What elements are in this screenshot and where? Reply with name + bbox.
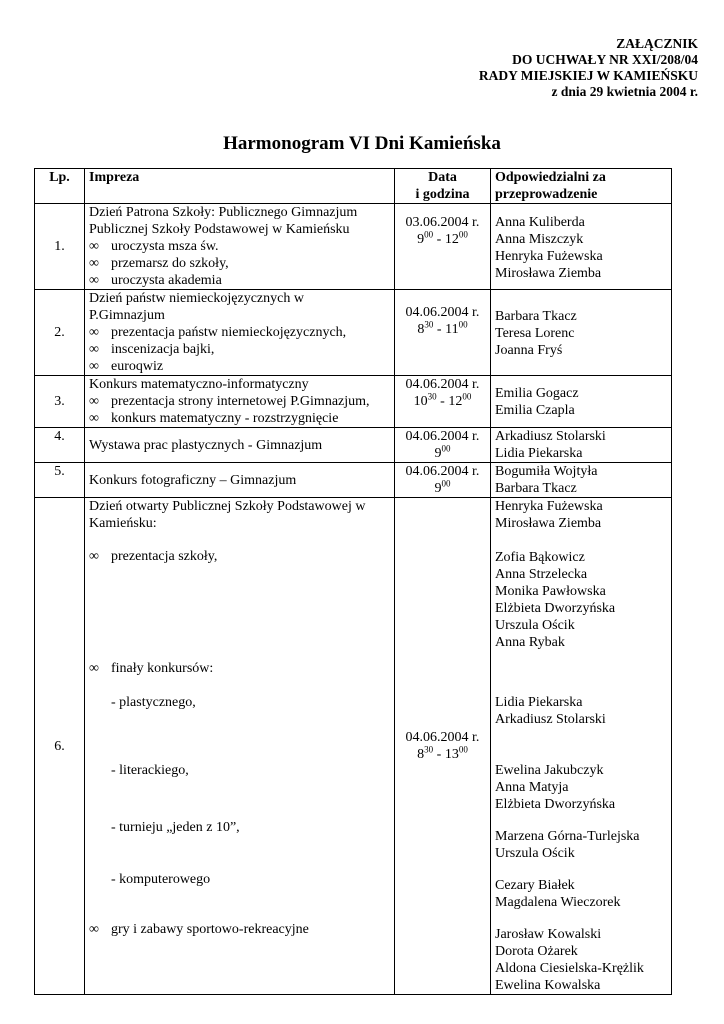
responsible-cell: Anna Kuliberda Anna Miszczyk Henryka Fużewska Mirosława Ziemba — [491, 204, 672, 290]
table-row — [35, 428, 672, 463]
header-line: ZAŁĄCZNIK — [616, 36, 698, 51]
responsible-cell: Henryka Fużewska Mirosława Ziemba Zofia Bąkowicz Anna Strzelecka Monika Pawłowska Elżbieta Dworzyńska Urszula Ościk Anna Rybak Lidia Piekarska Arkadiusz Stolarski Ewelina Jakubczyk Anna Matyja Elżbieta Dworzyńska Marzena Górna-Turlejska Urszula Ościk Cezary Białek Magdalena Wieczorek Jarosław Kowalski Dorota Ożarek Aldona Ciesielska-Krężlik Ewelina Kowalska — [491, 498, 672, 995]
infinity-bullet-icon: ∞ — [89, 411, 99, 426]
sub-item: - komputerowego — [111, 872, 211, 887]
date-cell: 04.06.2004 r. $9^{00}$ — [395, 428, 491, 463]
responsible-cell: Bogumiła Wojtyła Barbara Tkacz — [491, 463, 672, 498]
list-item: ∞ prezentacja szkoły, — [89, 549, 218, 564]
infinity-bullet-icon: ∞ — [89, 256, 99, 271]
list-item: ∞ prezentacja państw niemieckojęzycznych, — [89, 325, 347, 340]
table-row — [35, 290, 672, 376]
sub-item: - plastycznego, — [111, 695, 196, 710]
col-header-impreza: Impreza — [85, 169, 395, 204]
infinity-bullet-icon: ∞ — [89, 394, 99, 409]
infinity-bullet-icon: ∞ — [89, 549, 99, 564]
event-cell: Wystawa prac plastycznych - Gimnazjum — [85, 428, 395, 463]
row-number: 1. — [35, 204, 85, 290]
event-cell: Dzień otwarty Publicznej Szkoły Podstawowej w Kamieńsku: ∞ prezentacja szkoły, ∞ finały konkursów: - plastycznego, - literackiego, - turnieju „jeden z 10”, - komputerowego ∞ gry i zabawy sportowo-rekreacyjne — [85, 498, 395, 995]
header-line: DO UCHWAŁY NR XXI/208/04 — [512, 52, 698, 67]
list-item: ∞ uroczysta akademia — [89, 273, 222, 288]
row-number: 5. — [35, 463, 85, 498]
infinity-bullet-icon: ∞ — [89, 661, 99, 676]
date-cell: 04.06.2004 r. $10^{30} - 12^{00}$ — [395, 376, 491, 428]
row-number: 3. — [35, 376, 85, 428]
header-line: RADY MIEJSKIEJ W KAMIEŃSKU — [478, 68, 698, 83]
infinity-bullet-icon: ∞ — [89, 922, 99, 937]
col-header-data: Data i godzina — [395, 169, 491, 204]
header-line: z dnia 29 kwietnia 2004 r. — [551, 84, 698, 99]
sub-item: - turnieju „jeden z 10”, — [111, 820, 240, 835]
table-row — [35, 376, 672, 428]
list-item: ∞ gry i zabawy sportowo-rekreacyjne — [89, 922, 309, 937]
responsible-cell: Arkadiusz Stolarski Lidia Piekarska — [491, 428, 672, 463]
responsible-cell: Emilia Gogacz Emilia Czapla — [491, 376, 672, 428]
responsible-cell: Barbara Tkacz Teresa Lorenc Joanna Fryś — [491, 290, 672, 376]
row-number: 2. — [35, 290, 85, 376]
schedule-table — [34, 168, 672, 995]
list-item: ∞ inscenizacja bajki, — [89, 342, 215, 357]
date-cell: 04.06.2004 r. $8^{30} - 11^{00}$ — [395, 290, 491, 376]
row-number: 4. — [35, 428, 85, 463]
date-cell: 03.06.2004 r. $9^{00} - 12^{00}$ — [395, 204, 491, 290]
col-header-odpowiedzialni: Odpowiedzialni za przeprowadzenie — [491, 169, 672, 204]
date-cell: 04.06.2004 r. $8^{30} - 13^{00}$ — [395, 498, 491, 995]
sub-item: - literackiego, — [111, 763, 189, 778]
date-cell: 04.06.2004 r. $9^{00}$ — [395, 463, 491, 498]
infinity-bullet-icon: ∞ — [89, 359, 99, 374]
event-cell: Konkurs fotograficzny – Gimnazjum — [85, 463, 395, 498]
list-item: ∞ finały konkursów: — [89, 661, 214, 676]
list-item: ∞ uroczysta msza św. — [89, 239, 219, 254]
event-cell: Dzień państw niemieckojęzycznych w P.Gimnazjum ∞ prezentacja państw niemieckojęzycznych, ∞ inscenizacja bajki, ∞ euroqwiz — [85, 290, 395, 376]
list-item: ∞ prezentacja strony internetowej P.Gimnazjum, — [89, 394, 370, 409]
table-row — [35, 463, 672, 498]
table-header-row — [35, 169, 672, 204]
document-title: Harmonogram VI Dni Kamieńska — [223, 133, 501, 154]
col-header-lp: Lp. — [35, 169, 85, 204]
list-item: ∞ euroqwiz — [89, 359, 164, 374]
event-cell: Konkurs matematyczno-informatyczny ∞ prezentacja strony internetowej P.Gimnazjum, ∞ konkurs matematyczny - rozstrzygnięcie — [85, 376, 395, 428]
list-item: ∞ przemarsz do szkoły, — [89, 256, 229, 271]
table-row — [35, 204, 672, 290]
infinity-bullet-icon: ∞ — [89, 239, 99, 254]
table-row — [35, 498, 672, 995]
list-item: ∞ konkurs matematyczny - rozstrzygnięcie — [89, 411, 339, 426]
row-number: 6. — [35, 498, 85, 995]
document-header — [479, 36, 698, 100]
infinity-bullet-icon: ∞ — [89, 342, 99, 357]
event-cell: Dzień Patrona Szkoły: Publicznego Gimnazjum Publicznej Szkoły Podstawowej w Kamieńsku ∞ uroczysta msza św. ∞ przemarsz do szkoły, ∞ uroczysta akademia — [85, 204, 395, 290]
infinity-bullet-icon: ∞ — [89, 325, 99, 340]
infinity-bullet-icon: ∞ — [89, 273, 99, 288]
